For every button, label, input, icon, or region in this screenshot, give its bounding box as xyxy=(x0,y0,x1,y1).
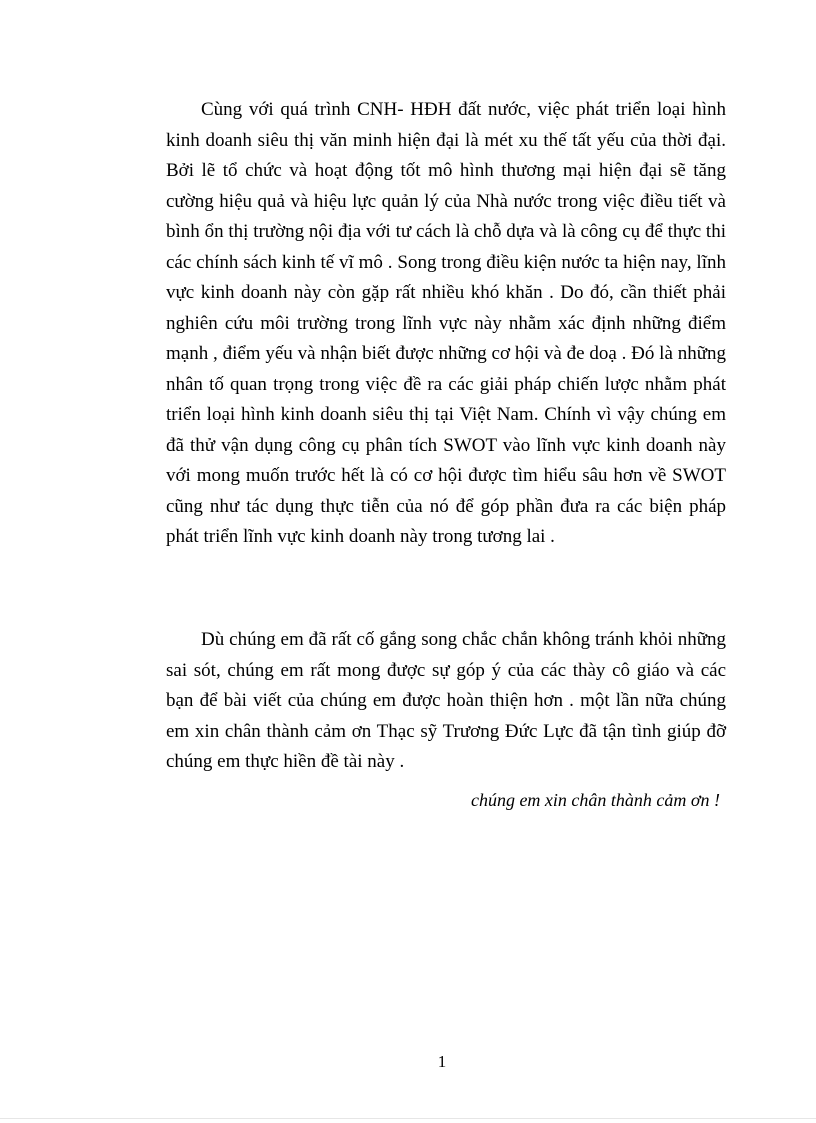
closing-line: chúng em xin chân thành cảm ơn ! xyxy=(470,790,720,810)
body-paragraph-2: Dù chúng em đã rất cố gắng song chắc chắn không tránh khỏi những sai sót, chúng em rất mong được sự góp ý của các thày cô giáo và các bạn để bài viết của chúng em được hoàn thiện hơn . một lần nữa chúng em xin chân thành cảm ơn Thạc sỹ Trương Đức Lực đã tận tình giúp đỡ chúng em thực hiền đề tài này . xyxy=(166,629,726,772)
body-paragraph-1: Cùng với quá trình CNH- HĐH đất nước, việc phát triển loại hình kinh doanh siêu thị văn minh hiện đại là mét xu thế tất yếu của thời đại. Bởi lẽ tổ chức và hoạt động tốt mô hình thương mại hiện đại sẽ tăng cường hiệu quả và hiệu lực quản lý của Nhà nước trong việc điều tiết và bình ổn thị trường nội địa với tư cách là chỗ dựa và là công cụ để thực thi các chính sách kinh tế vĩ mô . Song trong điều kiện nước ta hiện nay, lĩnh vực kinh doanh này còn gặp rất nhiều khó khăn . Do đó, cần thiết phải nghiên cứu môi trường trong lĩnh vực này nhằm xác định những điểm mạnh , điểm yếu và nhận biết được những cơ hội và đe doạ . Đó là những nhân tố quan trọng trong việc đề ra các giải pháp chiến lược nhằm phát triển loại hình kinh doanh siêu thị tại Việt Nam. Chính vì vậy chúng em đã thử vận dụng công cụ phân tích SWOT vào lĩnh vực kinh doanh này với mong muốn trước hết là có cơ hội được tìm hiểu sâu hơn về SWOT cũng như tác dụng thực tiễn của nó để góp phần đưa ra các biện pháp phát triển lĩnh vực kinh doanh này trong tương lai . xyxy=(166,99,726,547)
page-bottom-divider xyxy=(0,1118,816,1119)
page-number: 1 xyxy=(437,1052,447,1071)
